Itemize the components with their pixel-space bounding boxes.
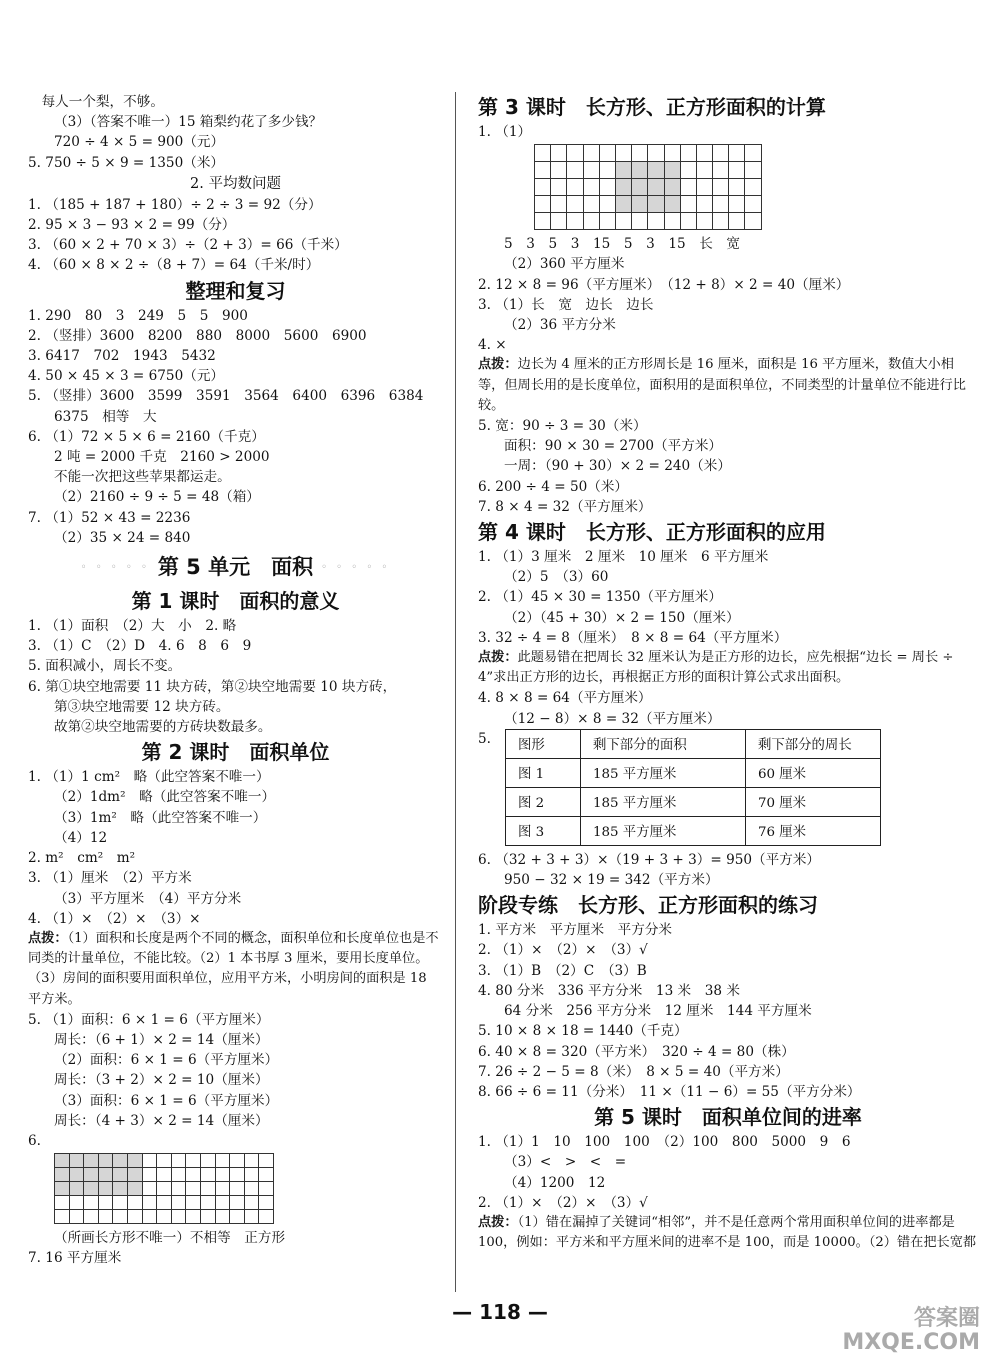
grid-cell xyxy=(69,1154,84,1168)
answer-line: 6375 相等 大 xyxy=(54,408,157,425)
grid-cell xyxy=(244,1210,259,1224)
answer-line: 5. 宽：90 ÷ 3 = 30（米） xyxy=(478,418,647,435)
answer-line: 2. （1）× （2）× （3）√ xyxy=(478,942,648,959)
grid-cell xyxy=(567,162,583,179)
answer-line: 周长：（4 + 3）× 2 = 14（厘米） xyxy=(54,1112,269,1129)
answer-line: 7. 8 × 4 = 32（平方厘米） xyxy=(478,498,652,515)
grid-cell xyxy=(200,1168,215,1182)
grid-cell xyxy=(200,1210,215,1224)
grid-cell xyxy=(664,213,680,230)
grid-cell xyxy=(142,1196,157,1210)
table-header-cell: 图形 xyxy=(505,729,580,758)
answer-line: 6. 第①块空地需要 11 块方砖，第②块空地需要 10 块方砖， xyxy=(28,678,397,695)
grid-cell xyxy=(599,179,615,196)
grid-cell xyxy=(696,213,712,230)
grid-cell xyxy=(615,145,631,162)
unit-title: 第 5 单元 面积 xyxy=(157,555,314,580)
grid-cell xyxy=(127,1182,142,1196)
answer-line: （4）12 xyxy=(54,829,108,846)
right-column xyxy=(478,92,978,1253)
answer-table-block xyxy=(478,729,978,850)
grid-cell xyxy=(230,1196,245,1210)
table-cell: 185 平方厘米 xyxy=(580,787,745,816)
grid-cell xyxy=(696,162,712,179)
grid-cell xyxy=(535,145,551,162)
grid-cell xyxy=(583,162,599,179)
grid-cell xyxy=(745,196,761,213)
answer-line: 不能一次把这些苹果都运走。 xyxy=(54,469,231,486)
grid-cell xyxy=(171,1182,186,1196)
grid-cell xyxy=(680,213,696,230)
grid-cell xyxy=(745,145,761,162)
hint-text: （1）面积和长度是两个不同的概念，面积单位和长度单位也是不同类的计量单位，不能比较。（2）1 本书厚 3 厘米，要用长度单位。（3）房间的面积要用面积单位，应用平方米，小明房间的面积是 18 平方米。 xyxy=(28,930,439,1007)
grid-cell xyxy=(98,1154,113,1168)
hint-label: 点拨： xyxy=(478,650,518,666)
grid-cell xyxy=(186,1196,201,1210)
hint-label: 点拨： xyxy=(478,1214,518,1230)
grid-cell xyxy=(69,1210,84,1224)
hint-label: 点拨： xyxy=(28,930,68,946)
answer-line: 1. 290 80 3 249 5 5 900 xyxy=(28,307,248,324)
grid-cell xyxy=(98,1196,113,1210)
answer-line: 2. 12 × 8 = 96（平方厘米） （12 + 8）× 2 = 40（厘米） xyxy=(478,276,850,293)
grid-cell xyxy=(215,1210,230,1224)
answer-line: 4. 80 分米 336 平方分米 13 米 38 米 xyxy=(478,982,740,999)
grid-cell xyxy=(729,179,745,196)
grid-cell xyxy=(127,1210,142,1224)
table-row xyxy=(505,816,880,845)
grid-cell xyxy=(186,1154,201,1168)
answer-line: 1. （1）1 cm² 略（此空答案不唯一） xyxy=(28,769,270,786)
grid-cell xyxy=(113,1182,128,1196)
grid-cell xyxy=(157,1154,172,1168)
grid-cell xyxy=(745,213,761,230)
grid-cell xyxy=(200,1196,215,1210)
grid-cell xyxy=(157,1182,172,1196)
answer-line: （3）平方厘米 （4）平方分米 xyxy=(54,890,242,907)
answer-line: （2）5 （3）60 xyxy=(504,569,609,586)
grid-cell xyxy=(142,1210,157,1224)
grid-cell xyxy=(55,1182,70,1196)
answer-line: 2. （1）× （2）× （3）√ xyxy=(478,1194,648,1211)
table-row xyxy=(505,758,880,787)
grid-cell xyxy=(599,196,615,213)
answer-line: 3. （1）厘米 （2）平方米 xyxy=(28,870,192,887)
grid-cell xyxy=(648,179,664,196)
answer-line: 3. 6417 702 1943 5432 xyxy=(28,348,216,365)
grid-cell xyxy=(244,1168,259,1182)
table-cell: 185 平方厘米 xyxy=(580,816,745,845)
answer-line: 面积：90 × 30 = 2700（平方米） xyxy=(504,438,723,455)
answer-line: 1. 平方米 平方厘米 平方分米 xyxy=(478,922,673,939)
grid-cell xyxy=(98,1210,113,1224)
grid-cell xyxy=(680,196,696,213)
answer-line: 5. 750 ÷ 5 × 9 = 1350（米） xyxy=(28,154,225,171)
grid-cell xyxy=(583,213,599,230)
grid-cell xyxy=(142,1182,157,1196)
table-cell: 图 3 xyxy=(505,816,580,845)
grid-cell xyxy=(599,213,615,230)
hint-note xyxy=(478,355,978,416)
grid-cell xyxy=(567,179,583,196)
grid-cell xyxy=(259,1210,274,1224)
table-header-cell: 剩下部分的面积 xyxy=(580,729,745,758)
hint-note xyxy=(28,929,443,1010)
grid-cell xyxy=(680,179,696,196)
hint-text: 边长为 4 厘米的正方形周长是 16 厘米，面积是 16 平方厘米，数值大小相等，但周长用的是长度单位，面积用的是面积单位，不同类型的计量单位不能进行比较。 xyxy=(478,357,966,413)
answer-line: （3）< > < = xyxy=(504,1154,627,1171)
answer-line: 5. 面积减小，周长不变。 xyxy=(28,658,182,675)
grid-cell xyxy=(551,145,567,162)
page-number: — 118 — xyxy=(452,1300,548,1324)
grid-cell xyxy=(98,1182,113,1196)
grid-cell xyxy=(567,213,583,230)
grid-cell xyxy=(113,1168,128,1182)
grid-cell xyxy=(729,213,745,230)
lesson-heading: 第 5 课时 面积单位间的进率 xyxy=(594,1105,862,1130)
answer-table xyxy=(505,729,881,846)
answer-line: 3. （1）B （2）C （3）B xyxy=(478,962,647,979)
answer-line: 4. 8 × 8 = 64（平方厘米） xyxy=(478,690,652,707)
answer-line: 6. （32 + 3 + 3）×（19 + 3 + 3）= 950（平方米） xyxy=(478,851,821,868)
grid-cell xyxy=(113,1196,128,1210)
answer-line: 每人一个梨，不够。 xyxy=(28,94,164,110)
grid-cell xyxy=(84,1196,99,1210)
answer-line: （4）1200 12 xyxy=(504,1174,606,1191)
grid-cell xyxy=(55,1154,70,1168)
square-grid xyxy=(54,1153,274,1224)
grid-cell xyxy=(696,145,712,162)
grid-cell xyxy=(84,1210,99,1224)
table-cell: 185 平方厘米 xyxy=(580,758,745,787)
grid-cell xyxy=(171,1196,186,1210)
answer-line: 5. （竖排）3600 3599 3591 3564 6400 6396 6384 xyxy=(28,388,424,405)
answer-line: 6. 40 × 8 = 320（平方米） 320 ÷ 4 = 80（株） xyxy=(478,1043,795,1060)
grid-cell xyxy=(551,179,567,196)
grid-cell xyxy=(244,1154,259,1168)
grid-cell xyxy=(632,213,648,230)
grid-cell xyxy=(615,179,631,196)
grid-cell xyxy=(729,196,745,213)
answer-line: 5. （1）面积：6 × 1 = 6（平方厘米） xyxy=(28,1011,270,1028)
answer-line: 2. （1）45 × 30 = 1350（平方厘米） xyxy=(478,589,722,606)
grid-cell xyxy=(535,213,551,230)
grid-cell xyxy=(259,1154,274,1168)
grid-cell xyxy=(567,145,583,162)
answer-line: 950 − 32 × 19 = 342（平方米） xyxy=(504,872,719,889)
grid-cell xyxy=(615,213,631,230)
grid-cell xyxy=(648,196,664,213)
answer-line: （3）面积：6 × 1 = 6（平方厘米） xyxy=(54,1092,279,1109)
answer-line: 3. 32 ÷ 4 = 8（厘米） 8 × 8 = 64（平方厘米） xyxy=(478,629,788,646)
decorative-dots: ◦ ◦ ◦ ◦ ◦ xyxy=(80,561,150,573)
grid-cell xyxy=(69,1168,84,1182)
grid-cell xyxy=(632,162,648,179)
answer-line: 第③块空地需要 12 块方砖。 xyxy=(54,698,230,715)
answer-line: 1. （1）1 10 100 100 （2）100 800 5000 9 6 xyxy=(478,1134,851,1151)
left-column xyxy=(28,92,443,1269)
grid-cell xyxy=(583,145,599,162)
grid-cell xyxy=(55,1210,70,1224)
grid-cell xyxy=(244,1182,259,1196)
grid-cell xyxy=(171,1210,186,1224)
grid-cell xyxy=(259,1182,274,1196)
answer-line: 1. （185 + 187 + 180）÷ 2 ÷ 3 = 92（分） xyxy=(28,196,322,213)
grid-cell xyxy=(615,196,631,213)
grid-cell xyxy=(713,145,729,162)
hint-text: （1）错在漏掉了关键词“相邻”，并不是任意两个常用面积单位间的进率都是 100，例如：平方米和平方厘米间的进率不是 100，而是 10000。（2）错在把长宽都 xyxy=(478,1214,977,1251)
hint-label: 点拨： xyxy=(478,357,518,373)
answer-line: 7. 26 ÷ 2 − 5 = 8（米） 8 × 5 = 40（平方米） xyxy=(478,1063,789,1080)
grid-cell xyxy=(632,145,648,162)
answer-line: 7. 16 平方厘米 xyxy=(28,1250,122,1267)
watermark-logo: 答案圈 MXQE.COM xyxy=(842,1306,980,1355)
grid-cell xyxy=(664,196,680,213)
answer-line: （2）（45 + 30）× 2 = 150（厘米） xyxy=(504,609,740,626)
grid-cell xyxy=(583,179,599,196)
grid-cell xyxy=(215,1168,230,1182)
table-row xyxy=(505,729,880,758)
grid-cell xyxy=(186,1168,201,1182)
grid-cell xyxy=(599,162,615,179)
answer-line: 720 ÷ 4 × 5 = 900（元） xyxy=(54,134,225,151)
grid-cell xyxy=(84,1154,99,1168)
grid-cell xyxy=(69,1196,84,1210)
answer-line: 周长：（3 + 2）× 2 = 10（厘米） xyxy=(54,1072,269,1089)
grid-cell xyxy=(142,1168,157,1182)
grid-cell xyxy=(551,196,567,213)
grid-cell xyxy=(632,179,648,196)
decorative-dots: ◦ ◦ ◦ ◦ ◦ xyxy=(321,561,391,573)
answer-line: （2）2160 ÷ 9 ÷ 5 = 48（箱） xyxy=(54,489,260,506)
hint-note xyxy=(478,648,978,688)
grid-cell xyxy=(259,1196,274,1210)
answer-line: 5 3 5 3 15 5 3 15 长 宽 xyxy=(504,236,741,253)
grid-cell xyxy=(186,1182,201,1196)
grid-cell xyxy=(615,162,631,179)
grid-cell xyxy=(186,1210,201,1224)
answer-line: （2）35 × 24 = 840 xyxy=(54,529,191,546)
table-cell: 76 厘米 xyxy=(745,816,880,845)
grid-cell xyxy=(157,1210,172,1224)
answer-line: （12 − 8）× 8 = 32（平方厘米） xyxy=(504,710,721,727)
grid-cell xyxy=(567,196,583,213)
answer-line: 1. （1）面积 （2）大 小 2. 略 xyxy=(28,618,237,635)
grid-cell xyxy=(551,162,567,179)
table-cell: 图 1 xyxy=(505,758,580,787)
grid-cell xyxy=(230,1210,245,1224)
grid-cell xyxy=(200,1182,215,1196)
table-cell: 70 厘米 xyxy=(745,787,880,816)
answer-line: 1. （1） xyxy=(478,124,532,140)
grid-cell xyxy=(664,179,680,196)
grid-cell xyxy=(535,196,551,213)
grid-cell xyxy=(157,1196,172,1210)
hint-note xyxy=(478,1213,978,1253)
grid-cell xyxy=(215,1154,230,1168)
hint-text: 此题易错在把周长 32 厘米认为是正方形的边长，应先根据“边长 = 周长 ÷ 4”求出正方形的边长，再根据正方形的面积计算公式求出面积。 xyxy=(478,650,954,686)
grid-cell xyxy=(69,1182,84,1196)
answer-line: （2）360 平方厘米 xyxy=(504,256,625,273)
answer-line: （2）面积：6 × 1 = 6（平方厘米） xyxy=(54,1052,279,1069)
lesson-heading: 第 4 课时 长方形、正方形面积的应用 xyxy=(478,520,826,545)
grid-cell xyxy=(230,1154,245,1168)
answer-line: 故第②块空地需要的方砖块数最多。 xyxy=(54,719,272,736)
grid-cell xyxy=(84,1182,99,1196)
grid-cell xyxy=(230,1168,245,1182)
answer-line: （3）1m² 略（此空答案不唯一） xyxy=(54,809,267,826)
grid-cell xyxy=(664,162,680,179)
answer-line: （2）36 平方分米 xyxy=(504,317,616,334)
grid-cell xyxy=(713,179,729,196)
grid-cell xyxy=(680,145,696,162)
answer-line: 6. （1）72 × 5 × 6 = 2160（千克） xyxy=(28,428,265,445)
table-cell: 60 厘米 xyxy=(745,758,880,787)
answer-line: 4. （1）× （2）× （3）× xyxy=(28,910,201,927)
grid-cell xyxy=(259,1168,274,1182)
grid-cell xyxy=(113,1210,128,1224)
answer-line: 一周：（90 + 30）× 2 = 240（米） xyxy=(504,458,731,475)
answer-line: 3. （60 × 2 + 70 × 3）÷（2 + 3）= 66（千米） xyxy=(28,237,348,254)
lesson-heading: 第 2 课时 面积单位 xyxy=(141,740,330,765)
answer-line: 64 分米 256 平方分米 12 厘米 144 平方厘米 xyxy=(504,1003,812,1020)
unit-heading xyxy=(28,552,443,582)
answer-line: 6. 200 ÷ 4 = 50（米） xyxy=(478,478,629,495)
grid-cell xyxy=(551,213,567,230)
grid-cell xyxy=(127,1154,142,1168)
grid-cell xyxy=(171,1168,186,1182)
answer-line: 7. （1）52 × 43 = 2236 xyxy=(28,509,191,526)
square-grid xyxy=(534,144,762,230)
grid-cell xyxy=(648,162,664,179)
grid-cell xyxy=(98,1168,113,1182)
grid-cell xyxy=(729,145,745,162)
question-number: 5. xyxy=(478,730,491,747)
grid-cell xyxy=(535,162,551,179)
grid-cell xyxy=(713,213,729,230)
answer-line: 2 吨 = 2000 千克 2160 > 2000 xyxy=(54,449,270,466)
answer-line: （2）1dm² 略（此空答案不唯一） xyxy=(54,789,276,806)
grid-cell xyxy=(84,1168,99,1182)
grid-cell xyxy=(599,145,615,162)
answer-line: 6. xyxy=(28,1132,41,1149)
lesson-heading: 整理和复习 xyxy=(185,278,286,303)
answer-line: 3. （1）C （2）D 4. 6 8 6 9 xyxy=(28,638,252,655)
table-cell: 图 2 xyxy=(505,787,580,816)
grid-cell xyxy=(535,179,551,196)
grid-cell xyxy=(648,145,664,162)
grid-cell xyxy=(230,1182,245,1196)
grid-cell xyxy=(713,196,729,213)
grid-cell xyxy=(680,162,696,179)
grid-cell xyxy=(113,1154,128,1168)
grid-cell xyxy=(713,162,729,179)
grid-cell xyxy=(729,162,745,179)
grid-cell xyxy=(127,1196,142,1210)
answer-line: 3. （1）长 宽 边长 边长 xyxy=(478,296,654,313)
grid-cell xyxy=(171,1154,186,1168)
grid-cell xyxy=(696,196,712,213)
grid-cell xyxy=(142,1154,157,1168)
answer-line: 5. 10 × 8 × 18 = 1440（千克） xyxy=(478,1023,688,1040)
grid-cell xyxy=(215,1182,230,1196)
answer-line: 4. 50 × 45 × 3 = 6750（元） xyxy=(28,368,225,385)
grid-cell xyxy=(745,162,761,179)
grid-cell xyxy=(244,1196,259,1210)
column-divider xyxy=(455,92,456,1292)
grid-cell xyxy=(648,213,664,230)
section-subtitle: 2. 平均数问题 xyxy=(190,175,281,192)
table-row xyxy=(505,787,880,816)
lesson-heading: 阶段专练 长方形、正方形面积的练习 xyxy=(478,893,818,918)
grid-cell xyxy=(745,179,761,196)
grid-cell xyxy=(632,196,648,213)
grid-cell xyxy=(664,145,680,162)
table-header-cell: 剩下部分的周长 xyxy=(745,729,880,758)
lesson-heading: 第 1 课时 面积的意义 xyxy=(131,589,340,614)
grid-cell xyxy=(55,1168,70,1182)
grid-cell xyxy=(157,1168,172,1182)
answer-line: 2. （竖排）3600 8200 880 8000 5600 6900 xyxy=(28,327,367,344)
grid-cell xyxy=(696,179,712,196)
answer-line: 周长：（6 + 1）× 2 = 14（厘米） xyxy=(54,1031,269,1048)
grid-cell xyxy=(583,196,599,213)
answer-line: 2. 95 × 3 − 93 × 2 = 99（分） xyxy=(28,217,236,234)
grid-cell xyxy=(127,1168,142,1182)
answer-line: （所画长方形不唯一）不相等 正方形 xyxy=(54,1230,286,1247)
grid-cell xyxy=(215,1196,230,1210)
lesson-heading: 第 3 课时 长方形、正方形面积的计算 xyxy=(478,95,826,119)
answer-line: 4. （60 × 8 × 2 ÷（8 + 7）= 64（千米/时） xyxy=(28,257,320,274)
answer-line: 4. × xyxy=(478,337,507,354)
answer-line: （3）（答案不唯一）15 箱梨约花了多少钱？ xyxy=(54,114,323,131)
grid-cell xyxy=(200,1154,215,1168)
answer-line: 8. 66 ÷ 6 = 11（分米） 11 ×（11 − 6）= 55（平方分米） xyxy=(478,1083,861,1100)
answer-line: 2. m² cm² m² xyxy=(28,850,136,867)
grid-cell xyxy=(55,1196,70,1210)
answer-line: 1. （1）3 厘米 2 厘米 10 厘米 6 平方厘米 xyxy=(478,549,769,566)
